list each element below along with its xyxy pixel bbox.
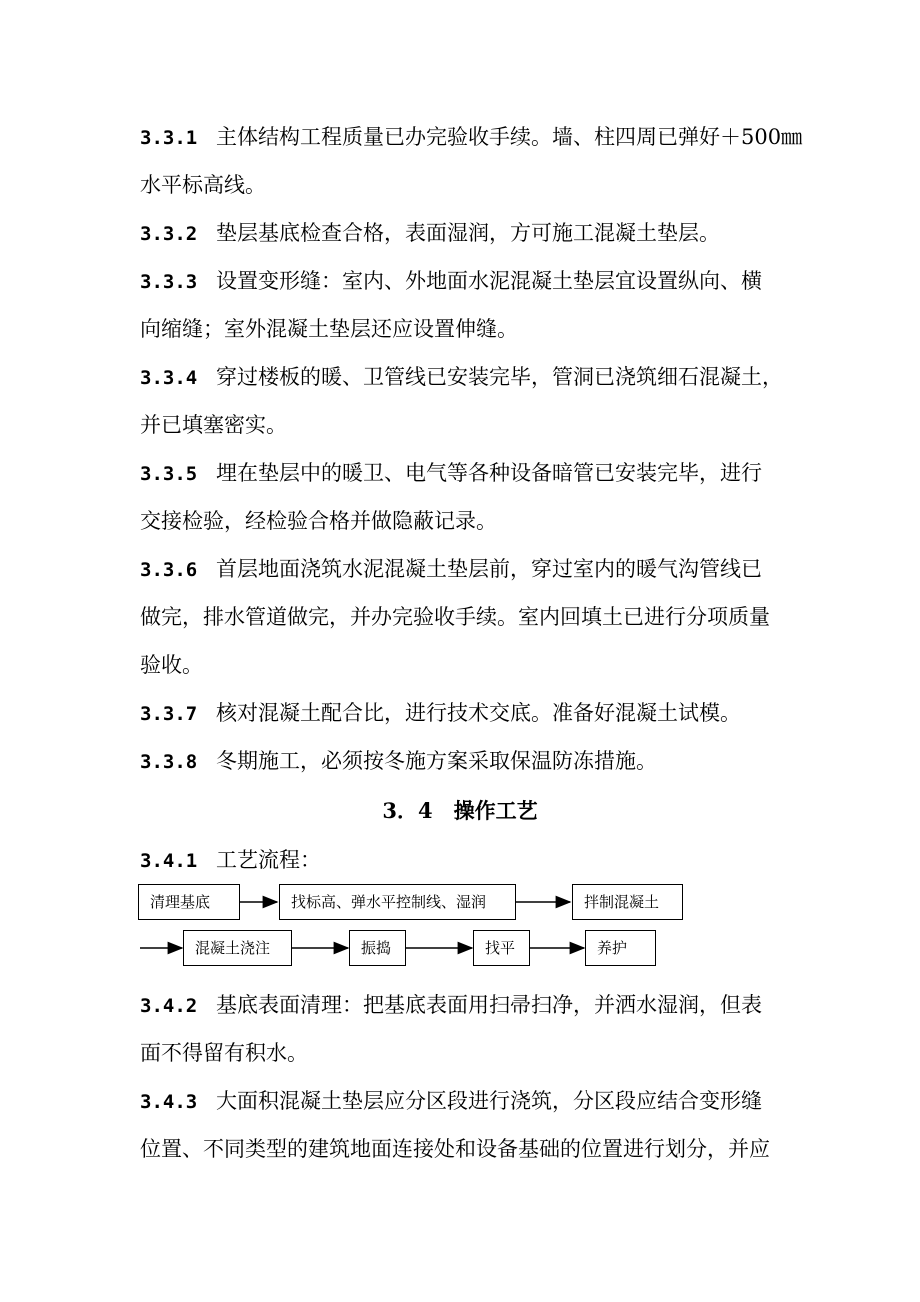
item-number: 3.4.1 — [140, 850, 198, 872]
item-number: 3.3.2 — [140, 223, 198, 245]
item-number: 3.3.8 — [140, 751, 198, 773]
item-text: 垫层基底检查合格，表面湿润，方可施工混凝土垫层。 — [216, 221, 720, 245]
section-heading: 3．4 操作工艺 — [382, 798, 538, 823]
flow-step-2: 找标高、弹水平控制线、湿润 — [279, 884, 516, 920]
item-3-4-3 — [140, 1086, 800, 1117]
flow-step-7: 养护 — [585, 930, 656, 966]
item-text-cont: 交接检验，经检验合格并做隐蔽记录。 — [140, 509, 497, 533]
item-text-cont: 面不得留有积水。 — [140, 1041, 308, 1065]
item-3-4-2 — [140, 990, 800, 1021]
item-text: 冬期施工，必须按冬施方案采取保温防冻措施。 — [216, 749, 657, 773]
flow-step-3: 拌制混凝土 — [572, 884, 683, 920]
item-text: 主体结构工程质量已办完验收手续。墙、柱四周已弹好＋500㎜ — [216, 125, 803, 149]
flow-step-5: 振捣 — [349, 930, 406, 966]
item-text-cont: 位置、不同类型的建筑地面连接处和设备基础的位置进行划分，并应 — [140, 1137, 770, 1161]
item-text: 核对混凝土配合比，进行技术交底。准备好混凝土试模。 — [216, 701, 741, 725]
item-text: 埋在垫层中的暖卫、电气等各种设备暗管已安装完毕，进行 — [216, 461, 762, 485]
item-number: 3.4.3 — [140, 1091, 198, 1113]
item-number: 3.3.5 — [140, 463, 198, 485]
item-number: 3.3.3 — [140, 271, 198, 293]
item-text: 基底表面清理：把基底表面用扫帚扫净，并洒水湿润，但表 — [216, 993, 762, 1017]
item-text: 设置变形缝：室内、外地面水泥混凝土垫层宜设置纵向、横 — [216, 269, 762, 293]
item-number: 3.3.1 — [140, 127, 198, 149]
flow-step-1: 清理基底 — [138, 884, 240, 920]
item-number: 3.4.2 — [140, 995, 198, 1017]
item-text: 穿过楼板的暖、卫管线已安装完毕，管洞已浇筑细石混凝土， — [216, 365, 783, 389]
item-text: 大面积混凝土垫层应分区段进行浇筑，分区段应结合变形缝 — [216, 1089, 762, 1113]
item-number: 3.3.6 — [140, 559, 198, 581]
item-text-cont: 验收。 — [140, 653, 203, 677]
item-number: 3.3.7 — [140, 703, 198, 725]
flow-step-6: 找平 — [473, 930, 530, 966]
item-text-cont: 水平标高线。 — [140, 173, 266, 197]
item-text: 首层地面浇筑水泥混凝土垫层前，穿过室内的暖气沟管线已 — [216, 557, 762, 581]
item-text-cont: 向缩缝；室外混凝土垫层还应设置伸缝。 — [140, 317, 518, 341]
item-text-cont: 做完，排水管道做完，并办完验收手续。室内回填土已进行分项质量 — [140, 605, 770, 629]
item-number: 3.3.4 — [140, 367, 198, 389]
flow-step-4: 混凝土浇注 — [183, 930, 292, 966]
item-text-cont: 并已填塞密实。 — [140, 413, 287, 437]
item-text: 工艺流程： — [216, 848, 321, 872]
